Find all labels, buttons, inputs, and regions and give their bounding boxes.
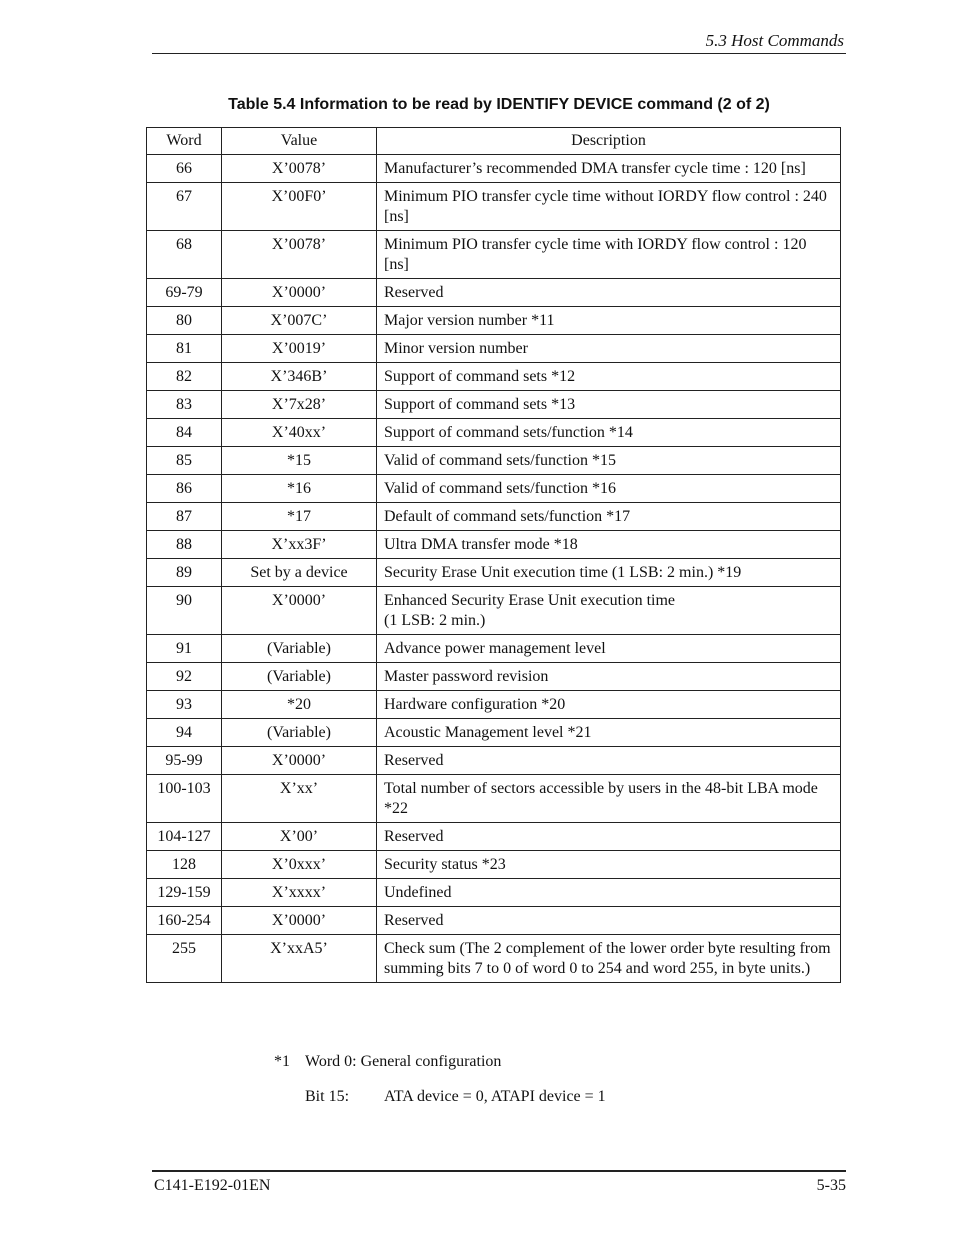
word-cell: 82	[147, 363, 222, 391]
table-row	[147, 559, 841, 587]
word-cell: 80	[147, 307, 222, 335]
word-cell: 85	[147, 447, 222, 475]
description-cell: Minimum PIO transfer cycle time without IORDY flow control : 240 [ns]	[377, 183, 841, 231]
word-cell: 87	[147, 503, 222, 531]
word-cell: 95-99	[147, 747, 222, 775]
value-cell: X’0000’	[222, 587, 377, 635]
value-cell: Set by a device	[222, 559, 377, 587]
table-row	[147, 747, 841, 775]
word-cell: 160-254	[147, 907, 222, 935]
footnote-1-text: Word 0: General configuration	[305, 1053, 502, 1070]
description-cell: Undefined	[377, 879, 841, 907]
description-cell: Total number of sectors accessible by users in the 48-bit LBA mode *22	[377, 775, 841, 823]
bit15-text: ATA device = 0, ATAPI device = 1	[384, 1088, 606, 1105]
table-row	[147, 663, 841, 691]
value-cell: X’00F0’	[222, 183, 377, 231]
value-cell: X’0000’	[222, 747, 377, 775]
value-cell: X’007C’	[222, 307, 377, 335]
word-cell: 84	[147, 419, 222, 447]
description-cell: Reserved	[377, 747, 841, 775]
description-cell: Acoustic Management level *21	[377, 719, 841, 747]
table-row	[147, 279, 841, 307]
table-row	[147, 635, 841, 663]
value-cell: (Variable)	[222, 663, 377, 691]
description-cell: Default of command sets/function *17	[377, 503, 841, 531]
word-cell: 86	[147, 475, 222, 503]
word-cell: 88	[147, 531, 222, 559]
value-cell: X’346B’	[222, 363, 377, 391]
value-cell: (Variable)	[222, 719, 377, 747]
word-cell: 83	[147, 391, 222, 419]
table-row	[147, 503, 841, 531]
word-cell: 68	[147, 231, 222, 279]
description-cell: Check sum (The 2 complement of the lower order byte resulting from summing bits 7 to 0 of word 0 to 254 and word 255, in byte units.)	[377, 935, 841, 983]
value-cell: X’0000’	[222, 279, 377, 307]
table-row	[147, 391, 841, 419]
description-cell: Reserved	[377, 907, 841, 935]
word-cell: 128	[147, 851, 222, 879]
word-cell: 104-127	[147, 823, 222, 851]
table-row	[147, 183, 841, 231]
word-cell: 91	[147, 635, 222, 663]
value-cell: *16	[222, 475, 377, 503]
word-cell: 67	[147, 183, 222, 231]
table-body	[147, 155, 841, 983]
column-header-word: Word	[147, 128, 222, 155]
table-row	[147, 719, 841, 747]
value-cell: X’7x28’	[222, 391, 377, 419]
value-cell: X’00’	[222, 823, 377, 851]
description-cell: Master password revision	[377, 663, 841, 691]
table-row	[147, 879, 841, 907]
word-cell: 255	[147, 935, 222, 983]
footer-rule	[152, 1170, 846, 1172]
table-row	[147, 419, 841, 447]
table-header-row	[147, 128, 841, 155]
value-cell: X’0019’	[222, 335, 377, 363]
table-row	[147, 447, 841, 475]
table-row	[147, 907, 841, 935]
table-row	[147, 691, 841, 719]
table-row	[147, 335, 841, 363]
identify-device-table	[146, 127, 841, 983]
bit15-label: Bit 15:	[305, 1088, 350, 1105]
description-cell: Major version number *11	[377, 307, 841, 335]
value-cell: X’xxA5’	[222, 935, 377, 983]
column-header-description: Description	[377, 128, 841, 155]
table-row	[147, 851, 841, 879]
table-row	[147, 363, 841, 391]
word-cell: 81	[147, 335, 222, 363]
value-cell: *20	[222, 691, 377, 719]
description-cell: Support of command sets/function *14	[377, 419, 841, 447]
description-cell: Valid of command sets/function *16	[377, 475, 841, 503]
page-number: 5-35	[816, 1177, 846, 1194]
column-header-value: Value	[222, 128, 377, 155]
document-id: C141-E192-01EN	[154, 1177, 271, 1194]
description-cell: Valid of command sets/function *15	[377, 447, 841, 475]
footnote-1-bit15	[305, 1088, 606, 1106]
table-row	[147, 775, 841, 823]
value-cell: X’0078’	[222, 231, 377, 279]
description-cell: Support of command sets *12	[377, 363, 841, 391]
table-row	[147, 823, 841, 851]
description-cell: Security status *23	[377, 851, 841, 879]
description-cell: Minor version number	[377, 335, 841, 363]
description-cell: Minimum PIO transfer cycle time with IORDY flow control : 120 [ns]	[377, 231, 841, 279]
table-row	[147, 231, 841, 279]
description-cell: Advance power management level	[377, 635, 841, 663]
value-cell: X’xx’	[222, 775, 377, 823]
word-cell: 69-79	[147, 279, 222, 307]
table-row	[147, 307, 841, 335]
value-cell: X’xx3F’	[222, 531, 377, 559]
description-cell: Reserved	[377, 823, 841, 851]
table-title: Table 5.4 Information to be read by IDENTIFY DEVICE command (2 of 2)	[228, 96, 770, 113]
word-cell: 129-159	[147, 879, 222, 907]
running-header: 5.3 Host Commands	[705, 31, 844, 50]
word-cell: 92	[147, 663, 222, 691]
description-cell: Hardware configuration *20	[377, 691, 841, 719]
value-cell: X’xxxx’	[222, 879, 377, 907]
footnote-1-label: *1	[274, 1053, 290, 1070]
word-cell: 100-103	[147, 775, 222, 823]
description-cell: Ultra DMA transfer mode *18	[377, 531, 841, 559]
table-row	[147, 587, 841, 635]
description-cell: Manufacturer’s recommended DMA transfer cycle time : 120 [ns]	[377, 155, 841, 183]
footnote-1	[274, 1053, 501, 1071]
word-cell: 94	[147, 719, 222, 747]
description-cell: Reserved	[377, 279, 841, 307]
value-cell: *15	[222, 447, 377, 475]
word-cell: 89	[147, 559, 222, 587]
table-row	[147, 531, 841, 559]
value-cell: *17	[222, 503, 377, 531]
value-cell: X’0078’	[222, 155, 377, 183]
table-row	[147, 475, 841, 503]
value-cell: X’0xxx’	[222, 851, 377, 879]
header-rule	[152, 53, 846, 54]
word-cell: 93	[147, 691, 222, 719]
value-cell: X’0000’	[222, 907, 377, 935]
description-cell: Security Erase Unit execution time (1 LSB: 2 min.) *19	[377, 559, 841, 587]
word-cell: 90	[147, 587, 222, 635]
value-cell: (Variable)	[222, 635, 377, 663]
table-row	[147, 935, 841, 983]
table-row	[147, 155, 841, 183]
value-cell: X’40xx’	[222, 419, 377, 447]
description-cell: Enhanced Security Erase Unit execution time (1 LSB: 2 min.)	[377, 587, 841, 635]
description-cell: Support of command sets *13	[377, 391, 841, 419]
word-cell: 66	[147, 155, 222, 183]
